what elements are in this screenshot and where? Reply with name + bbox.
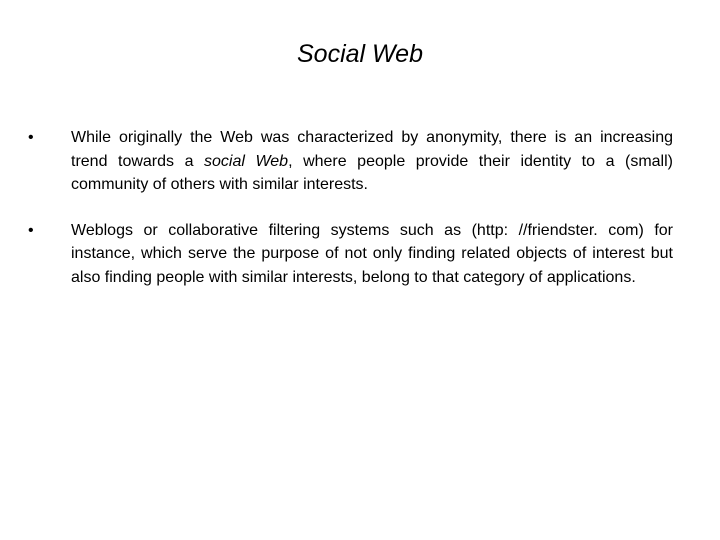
bullet-item: [28, 219, 673, 290]
bullet-list: [28, 126, 673, 311]
bullet-dot-icon: •: [28, 129, 34, 146]
bullet-item: [28, 126, 673, 197]
bullet-text-emphasis: social Web: [204, 152, 289, 170]
bullet-text-before: While originally the Web was characterized by anonymity, there is an increasing trend towards a: [71, 129, 673, 170]
bullet-dot-icon: •: [28, 221, 34, 239]
slide-title: Social Web: [297, 40, 423, 68]
bullet-text-after: , where people provide their identity to a (small) community of others with similar interests.: [71, 152, 673, 193]
bullet-text: Weblogs or collaborative filtering systems such as (http: //friendster. com) for instance, which serve the purpose of not only finding related objects of interest but also finding people with similar interests, belong to that category of applications.: [71, 221, 673, 286]
